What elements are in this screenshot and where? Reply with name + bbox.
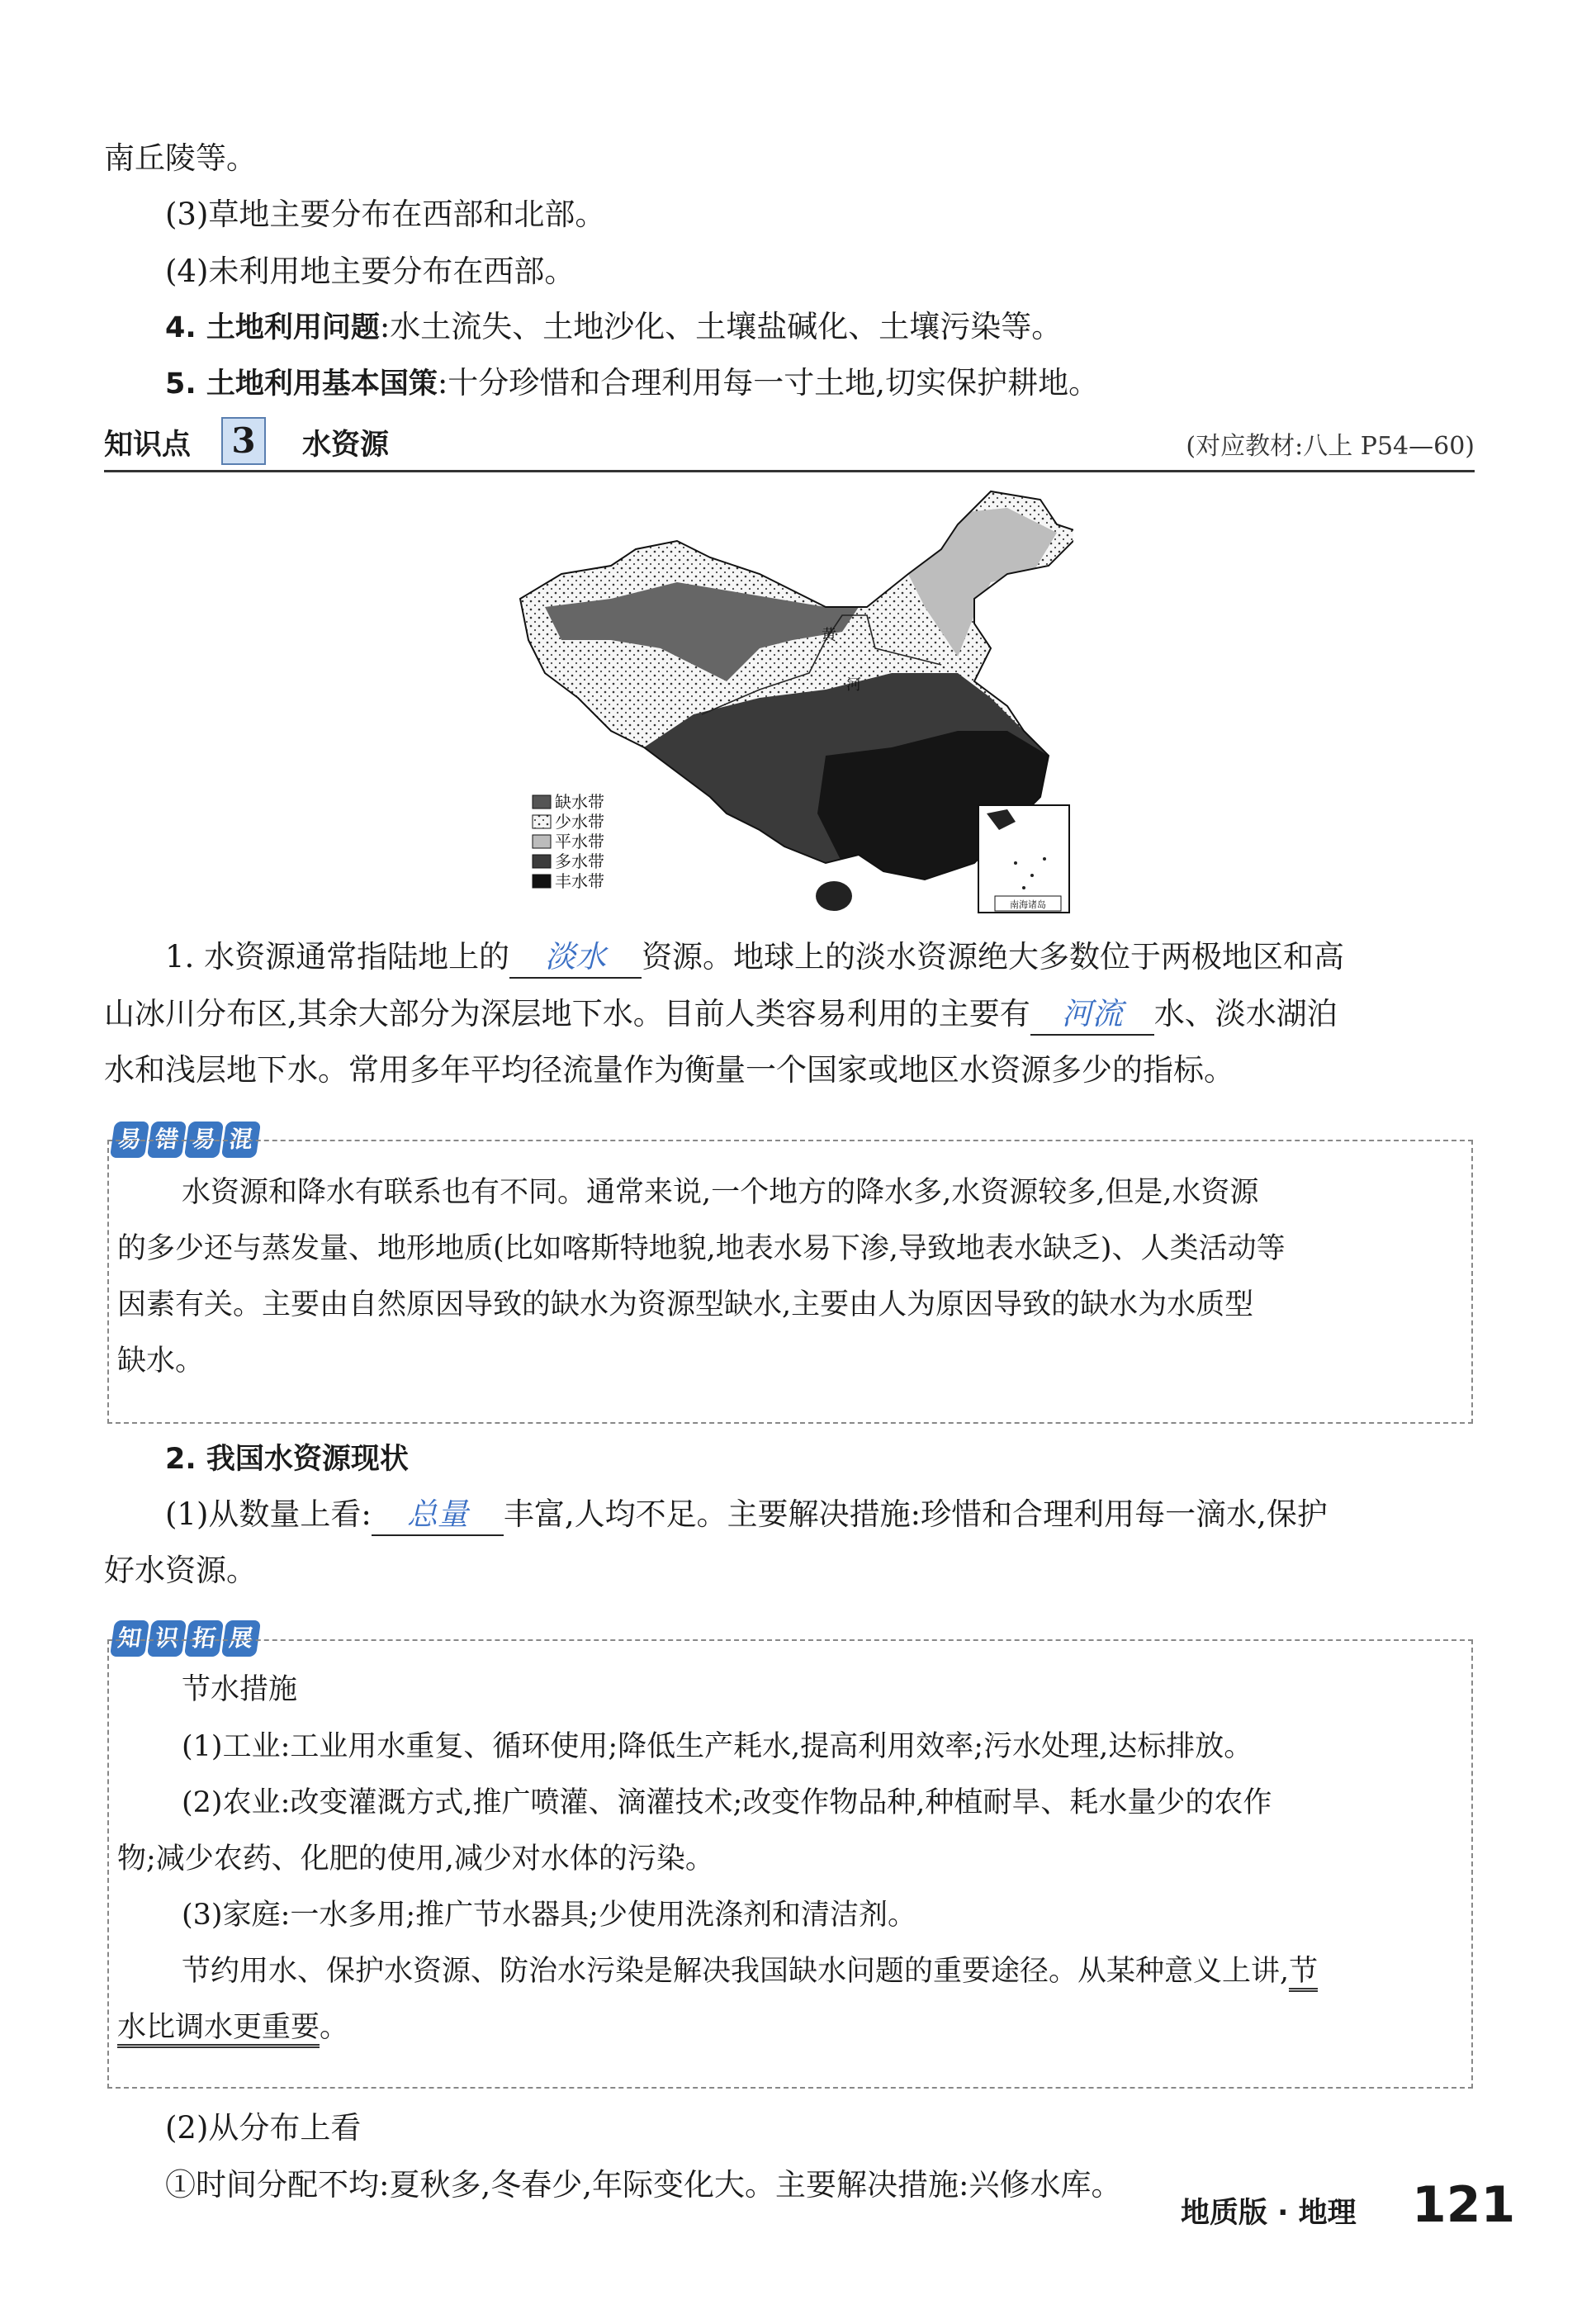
emphasis-text: 水比调水更重要 [117, 2011, 320, 2048]
footer-subject: 地质版 · 地理 [1181, 2197, 1357, 2230]
text-span: 节约用水、保护水资源、防治水污染是解决我国缺水问题的重要途径。从某种意义上讲, [182, 1955, 1290, 1988]
river-label: 河 [846, 676, 861, 694]
text-line: 水和浅层地下水。常用多年平均径流量作为衡量一个国家或地区水资源多少的指标。 [104, 1052, 1234, 1088]
tag-char: 识 [147, 1620, 187, 1657]
emphasis-text: 节 [1289, 1955, 1318, 1992]
text-line: (2)从分布上看 [165, 2110, 362, 2146]
text-span: 山冰川分布区,其余大部分为深层地下水。目前人类容易利用的主要有 [104, 996, 1030, 1031]
extension-box [107, 1639, 1473, 2089]
text-line: ①时间分配不均:夏秋多,冬春少,年际变化大。主要解决措施:兴修水库。 [165, 2167, 1122, 2203]
extension-text: (1)工业:工业用水重复、循环使用;降低生产耗水,提高利用效率;污水处理,达标排放。 [182, 1730, 1253, 1763]
river-label: 黄 [822, 627, 836, 644]
text-span: (1)从数量上看: [165, 1496, 372, 1532]
tip-text: 缺水。 [117, 1344, 205, 1378]
extension-text [182, 1951, 1318, 1991]
hainan-island [816, 881, 852, 911]
legend-label: 缺水带 [555, 792, 604, 812]
text-line [165, 1439, 1536, 1479]
section-header [104, 417, 1475, 472]
answer-blank: 河流 [1030, 994, 1154, 1036]
answer-blank: 总量 [372, 1495, 504, 1536]
tag-char: 错 [147, 1122, 187, 1158]
legend-label: 丰水带 [555, 871, 604, 891]
item-text: :十分珍惜和合理利用每一寸土地,切实保护耕地。 [437, 365, 1100, 401]
extension-text: 节水措施 [182, 1673, 298, 1706]
text-span: 。 [320, 2011, 349, 2044]
legend-label: 平水带 [555, 832, 604, 851]
page-number: 121 [1412, 2176, 1516, 2234]
section-number: 3 [221, 417, 266, 465]
text-span: 资源。地球上的淡水资源绝大多数位于两极地区和高 [642, 939, 1345, 975]
text-span: 水、淡水湖泊 [1153, 996, 1338, 1031]
tag-char: 拓 [184, 1620, 224, 1657]
legend-label: 多水带 [555, 851, 604, 871]
tag-char: 易 [184, 1122, 224, 1158]
section-reference: (对应教材:八上 P54—60) [1186, 432, 1475, 461]
text-line [165, 307, 1536, 348]
text-line: 南丘陵等。 [104, 140, 257, 176]
section-title: 水资源 [302, 429, 390, 462]
answer-blank: 淡水 [509, 937, 642, 979]
item-label: 4. 土地利用问题 [165, 311, 380, 344]
extension-text: (2)农业:改变灌溉方式,推广喷灌、滴灌技术;改变作物品种,种植耐旱、耗水量少的农作 [182, 1786, 1272, 1819]
text-line: 好水资源。 [104, 1553, 257, 1588]
south-sea-inset [978, 805, 1069, 913]
item-text: :水土流失、土地沙化、土壤盐碱化、土壤污染等。 [379, 309, 1063, 344]
tip-text: 因素有关。主要由自然原因导致的缺水为资源型缺水,主要由人为原因导致的缺水为水质型 [117, 1288, 1254, 1321]
text-line [104, 994, 1475, 1036]
text-line: (3)草地主要分布在西部和北部。 [165, 197, 606, 232]
extension-text: (3)家庭:一水多用;推广节水器具;少使用洗涤剂和清洁剂。 [182, 1899, 916, 1932]
tag-char: 知 [110, 1620, 149, 1657]
tag-char: 展 [221, 1620, 261, 1657]
tag-char: 混 [221, 1122, 261, 1158]
tip-text: 的多少还与蒸发量、地形地质(比如喀斯特地貌,地表水易下渗,导致地表水缺乏)、人类活动等 [117, 1232, 1286, 1265]
text-line [165, 363, 1536, 404]
tag-char: 易 [110, 1122, 149, 1158]
tip-box [107, 1140, 1473, 1424]
text-line [165, 1495, 1536, 1536]
extension-text [117, 2008, 348, 2047]
text-span: 1. 水资源通常指陆地上的 [165, 939, 510, 975]
text-line: (4)未利用地主要分布在西部。 [165, 254, 575, 289]
item-label: 5. 土地利用基本国策 [165, 368, 438, 401]
inset-label: 南海诸岛 [1010, 899, 1046, 910]
water-resource-map [512, 483, 1073, 921]
text-line [165, 937, 1536, 979]
section-label: 知识点 [104, 429, 192, 462]
extension-text: 物;减少农药、化肥的使用,减少对水体的污染。 [117, 1842, 714, 1876]
text-span: 丰富,人均不足。主要解决措施:珍惜和合理利用每一滴水,保护 [503, 1496, 1328, 1532]
map-legend [533, 792, 604, 891]
tip-text: 水资源和降水有联系也有不同。通常来说,一个地方的降水多,水资源较多,但是,水资源 [182, 1176, 1259, 1209]
subheading: 2. 我国水资源现状 [165, 1443, 409, 1476]
legend-label: 少水带 [555, 812, 604, 832]
